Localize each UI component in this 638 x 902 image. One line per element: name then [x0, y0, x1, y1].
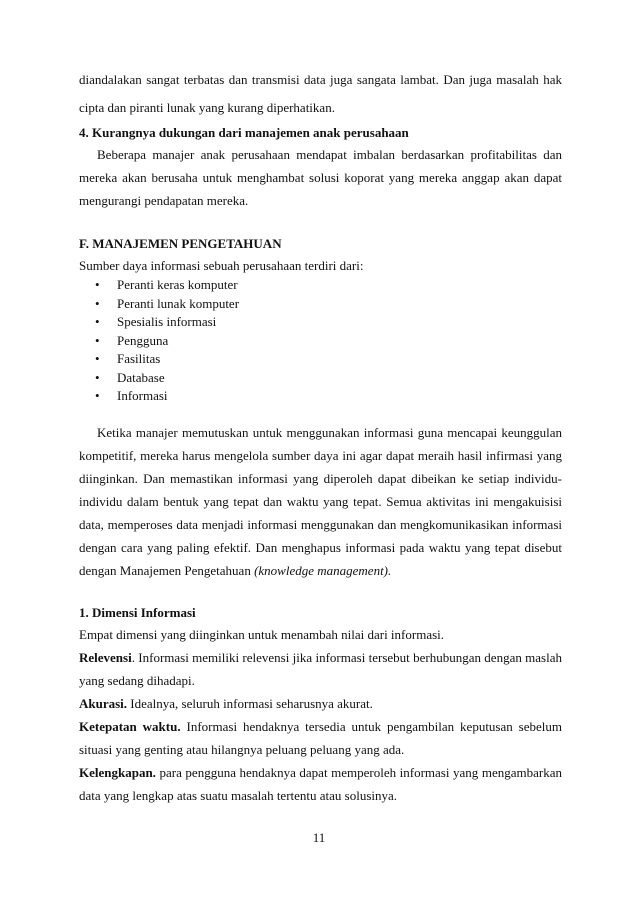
list-item: • Informasi — [95, 388, 168, 403]
list-item: • Peranti keras komputer — [95, 277, 238, 292]
italic-term: (knowledge management). — [254, 563, 392, 578]
page-number: 11 — [312, 830, 326, 845]
paragraph-line: diinginkan. Dan memastikan informasi yang diperoleh dapat dibeikan ke setiap individu- — [79, 471, 562, 486]
bullet-icon: • — [95, 295, 100, 311]
paragraph-line: situasi yang genting atau hilangnya peluang peluang yang ada. — [79, 742, 405, 757]
paragraph-line: Ketepatan waktu. Informasi hendaknya tersedia untuk pengambilan keputusan sebelum — [79, 719, 562, 734]
term-label: Relevensi — [79, 650, 132, 665]
paragraph-line: Empat dimensi yang diinginkan untuk menambah nilai dari informasi. — [79, 627, 445, 642]
paragraph-line: Ketika manajer memutuskan untuk menggunakan informasi guna mencapai keunggulan — [97, 425, 562, 440]
term-label: Kelengkapan. — [79, 765, 156, 780]
bullet-icon: • — [95, 277, 100, 292]
list-item: • Fasilitas — [95, 351, 161, 366]
paragraph-line: dengan Manajemen Pengetahuan (knowledge management). — [79, 563, 392, 578]
paragraph-line: dengan cara yang paling efektif. Dan menghapus informasi pada waktu yang tepat disebut — [79, 540, 562, 555]
paragraph-line: Akurasi. Idealnya, seluruh informasi seharusnya akurat. — [79, 696, 373, 711]
bullet-icon: • — [95, 314, 100, 329]
section-heading: 1. Dimensi Informasi — [79, 605, 196, 620]
paragraph-line: data, memperoses data menjadi informasi menggunakan dan mengkomunikasikan informasi — [79, 517, 562, 532]
paragraph-line: data yang lengkap atas suatu masalah tertentu atau solusinya. — [79, 788, 398, 803]
paragraph-line: cipta dan piranti lunak yang kurang diperhatikan. — [79, 100, 335, 115]
bullet-icon: • — [95, 388, 100, 403]
paragraph-line: kompetitif, mereka harus mengelola sumber daya ini agar dapat meraih hasil infirmasi yang — [79, 448, 562, 463]
paragraph-line: individu dalam bentuk yang tepat dan waktu yang tepat. Semua aktivitas ini mengakuisisi — [79, 494, 562, 509]
paragraph-line: yang sedang dihadapi. — [79, 673, 195, 688]
section-heading: F. MANAJEMEN PENGETAHUAN — [79, 236, 282, 251]
paragraph-line: mengurangi pendapatan mereka. — [79, 193, 249, 208]
paragraph-line: mereka akan berusaha untuk menghambat solusi koporat yang mereka anggap akan dapat — [79, 170, 562, 185]
paragraph-line: Sumber daya informasi sebuah perusahaan terdiri dari: — [79, 258, 364, 273]
bullet-icon: • — [95, 351, 100, 366]
paragraph-line: Kelengkapan. para pengguna hendaknya dapat memperoleh informasi yang mengambarkan — [79, 765, 562, 780]
list-item: • Database — [95, 369, 165, 385]
resource-list — [93, 277, 239, 407]
paragraph-line: Relevensi. Informasi memiliki relevensi jika informasi tersebut berhubungan dengan maslah — [79, 650, 562, 665]
list-item: • Pengguna — [95, 332, 169, 348]
list-item: • Spesialis informasi — [95, 314, 217, 329]
section-heading: 4. Kurangnya dukungan dari manajemen anak perusahaan — [79, 125, 409, 140]
bullet-icon: • — [95, 369, 100, 385]
list-item: • Peranti lunak komputer — [95, 295, 240, 311]
term-label: Ketepatan waktu. — [79, 719, 181, 734]
term-label: Akurasi. — [79, 696, 128, 711]
paragraph-line: diandalakan sangat terbatas dan transmisi data juga sangata lambat. Dan juga masalah hak — [79, 72, 562, 87]
paragraph-line: Beberapa manajer anak perusahaan mendapat imbalan berdasarkan profitabilitas dan — [97, 147, 562, 162]
bullet-icon: • — [95, 332, 100, 348]
